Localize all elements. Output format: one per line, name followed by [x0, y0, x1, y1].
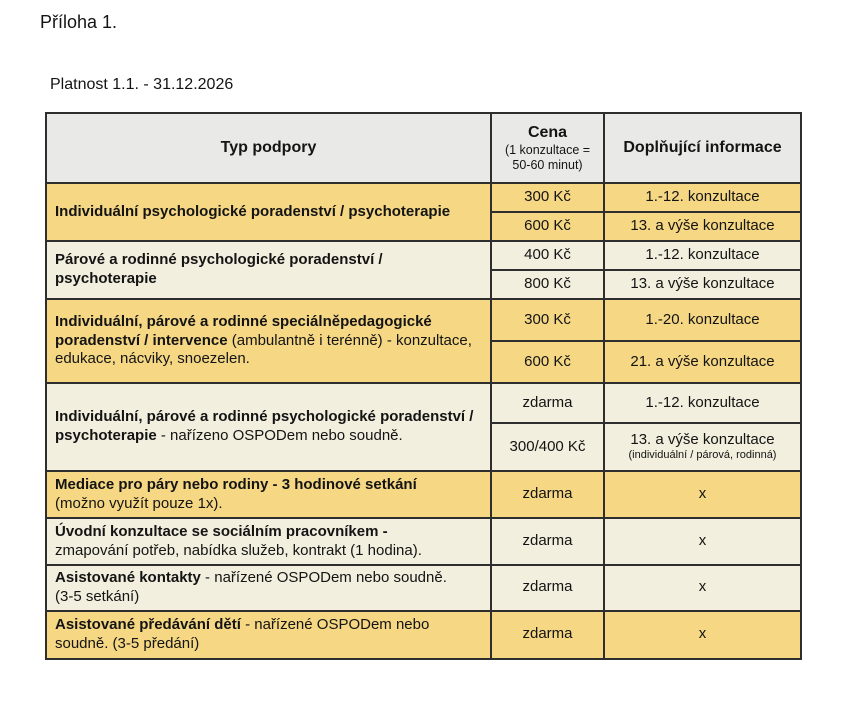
service-name-bold: Asistované kontakty: [55, 569, 201, 586]
info-value: 1.-12. konzultace: [604, 383, 801, 423]
column-header-price: [491, 113, 604, 183]
pricing-table: [45, 112, 802, 660]
price-value: zdarma: [491, 383, 604, 423]
service-name-note: (možno využít pouze 1x).: [55, 494, 223, 512]
info-value: 13. a výše konzultace: [604, 270, 801, 299]
info-value: x: [604, 518, 801, 565]
service-name: [46, 299, 491, 383]
price-header-sub2: 50-60 minut): [512, 158, 583, 172]
service-name-bold: Individuální, párové a rodinné speciálněpedagogické poradenství / intervence: [55, 312, 432, 349]
price-value: 300/400 Kč: [491, 423, 604, 471]
info-value: x: [604, 565, 801, 611]
price-value: zdarma: [491, 471, 604, 518]
service-name-bold: Párové a rodinné psychologické poradenství / psychoterapie: [55, 251, 383, 287]
price-value: 800 Kč: [491, 270, 604, 299]
service-name: [46, 518, 491, 565]
info-value: x: [604, 471, 801, 518]
info-value-main: 13. a výše konzultace: [630, 430, 775, 448]
price-header-sub1: (1 konzultace =: [504, 143, 591, 157]
info-value: 1.-20. konzultace: [604, 299, 801, 341]
service-name-bold: Úvodní konzultace se sociálním pracovníkem -: [55, 522, 388, 540]
service-name: [46, 471, 491, 518]
table-row: [46, 383, 801, 471]
service-name: [46, 565, 491, 611]
price-value: 300 Kč: [491, 299, 604, 341]
table-row: [46, 183, 801, 241]
table-row: [46, 611, 801, 659]
price-value: 600 Kč: [491, 212, 604, 241]
info-value: 1.-12. konzultace: [604, 183, 801, 212]
table-row: [46, 299, 801, 383]
pricing-table-container: [45, 112, 802, 660]
service-name-rest: - nařízené OSPODem nebo soudně. (3-5 předání): [55, 615, 430, 652]
price-value: 400 Kč: [491, 241, 604, 270]
table-row: [46, 518, 801, 565]
table-row: [46, 565, 801, 611]
table-row: [46, 471, 801, 518]
info-value: 1.-12. konzultace: [604, 241, 801, 270]
info-value: [604, 423, 801, 471]
column-header-type: Typ podpory: [46, 113, 491, 183]
table-row: [46, 241, 801, 299]
price-value: zdarma: [491, 611, 604, 659]
service-name-bold: Individuální, párové a rodinné psychologické poradenství / psychoterapie: [55, 408, 474, 444]
price-value: zdarma: [491, 518, 604, 565]
service-name: [46, 241, 491, 299]
info-value: x: [604, 611, 801, 659]
price-value: 300 Kč: [491, 183, 604, 212]
service-name-bold: Individuální psychologické poradenství / psychoterapie: [55, 202, 451, 220]
service-name: [46, 383, 491, 471]
price-value: zdarma: [491, 565, 604, 611]
service-name-rest: - nařízeno OSPODem nebo soudně.: [156, 427, 403, 444]
service-name: [46, 183, 491, 241]
service-name-bold: Asistované předávání dětí: [55, 615, 241, 633]
page-title: Příloha 1.: [40, 12, 118, 32]
price-value: 600 Kč: [491, 341, 604, 383]
price-header-title: Cena: [527, 124, 568, 141]
column-header-info: Doplňující informace: [604, 113, 801, 183]
info-value: 21. a výše konzultace: [604, 341, 801, 383]
service-name-note: (3-5 setkání): [55, 587, 140, 605]
validity-text: Platnost 1.1. - 31.12.2026: [50, 76, 234, 93]
service-name: [46, 611, 491, 659]
service-name-bold: Mediace pro páry nebo rodiny - 3 hodinové setkání: [55, 475, 417, 493]
info-value: 13. a výše konzultace: [604, 212, 801, 241]
info-value-detail: (individuální / párová, rodinná): [628, 449, 777, 462]
service-name-rest: - nařízené OSPODem nebo soudně.: [200, 569, 447, 586]
service-name-note: zmapování potřeb, nabídka služeb, kontrakt (1 hodina).: [55, 541, 422, 559]
header-row: [46, 113, 801, 183]
service-name-rest: (ambulantně i terénně) - konzultace, edukace, nácviky, snoezelen.: [55, 331, 472, 368]
